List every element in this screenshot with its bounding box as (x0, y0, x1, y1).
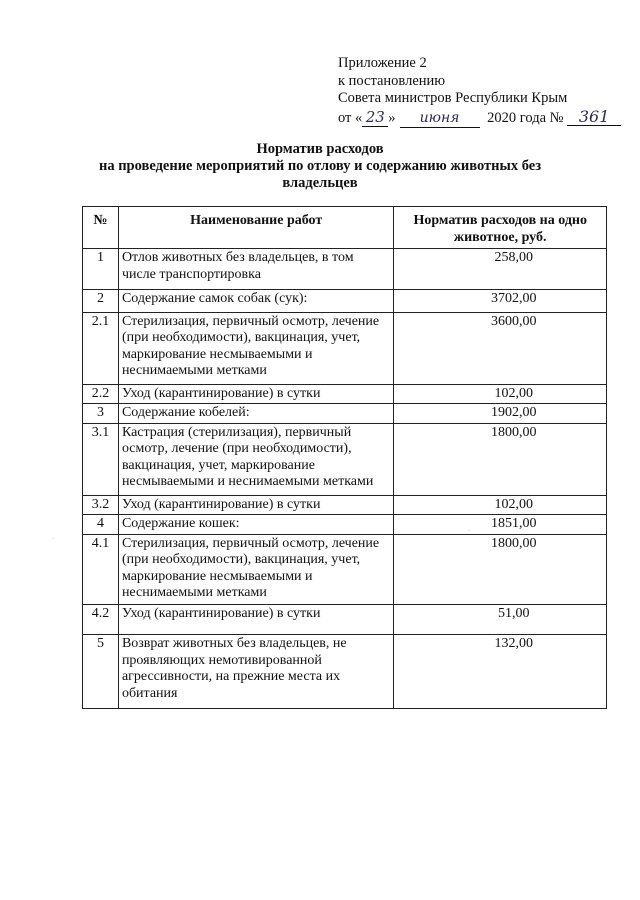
row-cost-value: 132,00 (394, 635, 607, 709)
row-work-name: Содержание кошек: (118, 515, 393, 535)
date-year: 2020 года № (487, 109, 564, 126)
row-cost-value: 102,00 (394, 384, 607, 404)
row-number: 4.1 (83, 534, 119, 604)
row-work-name: Отлов животных без владельцев, в том числе транспортировка (118, 249, 393, 290)
row-work-name: Стерилизация, первичный осмотр, лечение (при необходимости), вакцинация, учет, маркирование несмываемыми и неснимаемыми метками (118, 534, 393, 604)
table-row (83, 635, 607, 709)
table-row (83, 312, 607, 384)
appendix-line-3: Совета министров Республики Крым (338, 90, 568, 106)
scan-dot: · (52, 536, 54, 542)
date-prefix: от « (338, 109, 363, 126)
row-cost-value: 3702,00 (394, 290, 607, 313)
row-cost-value: 258,00 (394, 249, 607, 290)
row-work-name: Уход (карантинирование) в сутки (118, 384, 393, 404)
row-number: 5 (83, 635, 119, 709)
scan-dot: · (468, 528, 470, 534)
row-work-name: Содержание кобелей: (118, 404, 393, 424)
row-work-name: Кастрация (стерилизация), первичный осмотр, лечение (при необходимости), вакцинация, учет, маркирование несмываемыми и неснимаемыми метками (118, 423, 393, 495)
row-cost-value: 1851,00 (394, 515, 607, 535)
appendix-line-2: к постановлению (338, 72, 446, 89)
title-line-2: на проведение мероприятий по отлову и содержанию животных без (98, 158, 542, 174)
table-row (83, 423, 607, 495)
row-number: 2.1 (83, 312, 119, 384)
title-line-1: Норматив расходов (256, 141, 384, 157)
table-body (83, 249, 607, 709)
appendix-line-1: Приложение 2 (338, 55, 427, 71)
row-number: 1 (83, 249, 119, 290)
table-row (83, 384, 607, 404)
header-work-name: Наименование работ (118, 207, 393, 249)
handwritten-month: июня (400, 110, 480, 129)
row-work-name: Уход (карантинирование) в сутки (118, 495, 393, 515)
row-work-name: Стерилизация, первичный осмотр, лечение (при необходимости), вакцинация, учет, маркирование несмываемыми и неснимаемыми метками (118, 312, 393, 384)
row-number: 3 (83, 404, 119, 424)
appendix-date-line (338, 108, 621, 129)
row-work-name: Уход (карантинирование) в сутки (118, 604, 393, 635)
row-cost-value: 1902,00 (394, 404, 607, 424)
title-line-3: владельцев (282, 175, 358, 191)
table-row (83, 495, 607, 515)
row-number: 3.1 (83, 423, 119, 495)
header-number: № (83, 207, 119, 249)
table-header-row (83, 207, 607, 249)
row-number: 3.2 (83, 495, 119, 515)
row-number: 4.2 (83, 604, 119, 635)
row-number: 2.2 (83, 384, 119, 404)
row-cost-value: 3600,00 (394, 312, 607, 384)
appendix-block (338, 55, 621, 128)
row-cost-value: 102,00 (394, 495, 607, 515)
table-row (83, 249, 607, 290)
date-mid: » (388, 109, 396, 126)
handwritten-day: 23 (362, 109, 388, 128)
table-row (83, 515, 607, 535)
row-cost-value: 51,00 (394, 604, 607, 635)
document-title (0, 141, 640, 192)
row-work-name: Возврат животных без владельцев, не проявляющих немотивированной агрессивности, на прежние места их обитания (118, 635, 393, 709)
row-cost-value: 1800,00 (394, 423, 607, 495)
handwritten-doc-number: 361 (567, 108, 621, 127)
row-work-name: Содержание самок собак (сук): (118, 290, 393, 313)
row-cost-value: 1800,00 (394, 534, 607, 604)
row-number: 4 (83, 515, 119, 535)
table-row (83, 604, 607, 635)
row-number: 2 (83, 290, 119, 313)
cost-norms-table (82, 206, 607, 709)
table-row (83, 534, 607, 604)
table-row (83, 290, 607, 313)
table-row (83, 404, 607, 424)
header-cost-norm: Норматив расходов на одно животное, руб. (394, 207, 607, 249)
